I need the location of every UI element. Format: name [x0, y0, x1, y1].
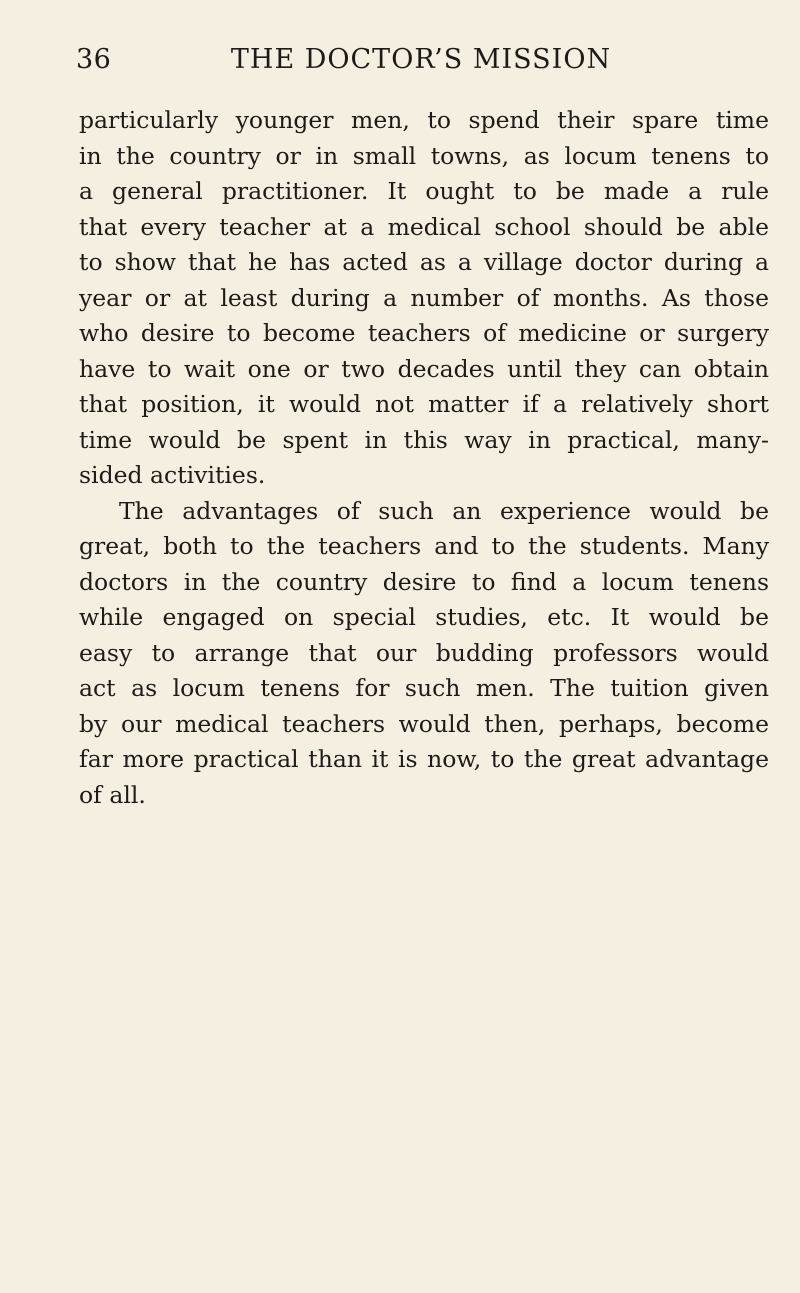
- text-line: particularly younger men, to spend their spare time: [79, 106, 769, 134]
- text-line: that every teacher at a medical school should be able: [79, 212, 769, 241]
- text-line: easy to arrange that our budding professors would: [79, 638, 769, 667]
- text-line: of all.: [79, 780, 146, 809]
- text-line: The advantages of such an experience would be: [119, 496, 769, 525]
- page-header: [70, 44, 772, 84]
- text-line: have to wait one or two decades until they can obtain: [79, 354, 769, 383]
- text-line: time would be spent in this way in practical, many-: [79, 425, 769, 454]
- paragraph-2: [79, 494, 769, 814]
- text-line: sided activities.: [79, 461, 266, 489]
- running-title: THE DOCTOR’S MISSION: [230, 44, 612, 75]
- page-number: 36: [76, 44, 112, 75]
- text-line: doctors in the country desire to find a locum tenens: [79, 567, 769, 596]
- text-line: who desire to become teachers of medicine or surgery: [79, 319, 769, 347]
- paragraph-1: [79, 103, 769, 494]
- text-line: that position, it would not matter if a relatively short: [79, 390, 769, 418]
- text-line: by our medical teachers would then, perhaps, become: [79, 709, 769, 738]
- text-line: great, both to the teachers and to the students. Many: [79, 532, 769, 560]
- body-text: [79, 103, 769, 813]
- text-line: to show that he has acted as a village doctor during a: [79, 248, 769, 276]
- text-line: a general practitioner. It ought to be made a rule: [79, 177, 769, 205]
- text-line: act as locum tenens for such men. The tuition given: [79, 674, 769, 702]
- text-line: in the country or in small towns, as locum tenens to: [79, 141, 769, 170]
- text-line: while engaged on special studies, etc. It would be: [79, 603, 769, 631]
- text-line: year or at least during a number of months. As those: [79, 283, 769, 312]
- text-line: far more practical than it is now, to the great advantage: [79, 745, 769, 773]
